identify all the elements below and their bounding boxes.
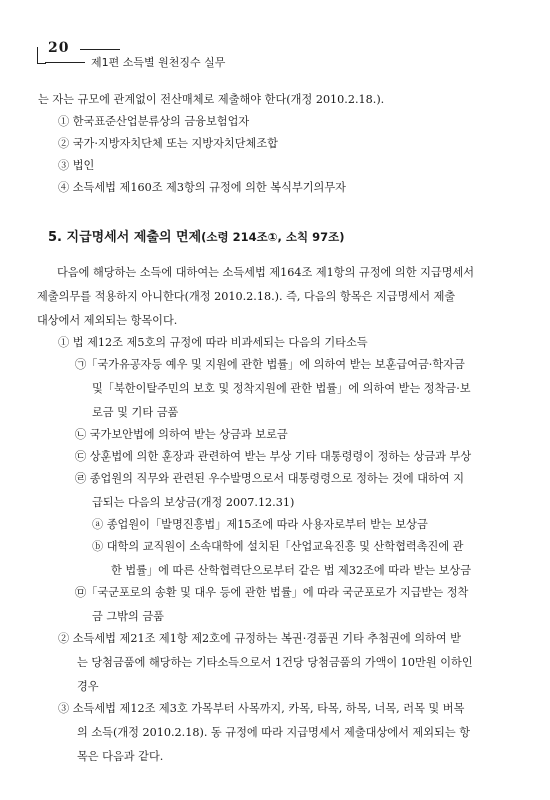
page-number: 20	[48, 40, 70, 56]
text-line: 로금 및 기타 금품	[92, 406, 179, 419]
text-line: 대상에서 제외되는 항목이다.	[37, 314, 178, 327]
text-line: 는 자는 규모에 관계없이 전산매체로 제출해야 한다(개정 2010.2.18.).	[38, 93, 385, 106]
text-line: ① 법 제12조 제5호의 규정에 따라 비과세되는 다음의 기타소득	[58, 336, 368, 349]
text-line: ③ 법인	[58, 159, 95, 172]
text-line: ③ 소득세법 제12조 제3호 가목부터 사목까지, 카목, 타목, 하목, 너목, 러목 및 버목	[58, 702, 465, 715]
text-line: 는 당첨금품에 해당하는 기타소득으로서 1건당 당첨금품의 가액이 10만원 이하인	[77, 656, 473, 669]
section-heading-main: 5. 지급명세서 제출의 면제	[48, 230, 202, 245]
header-rule-bottom	[45, 62, 85, 63]
text-line: ② 국가·지방자치단체 또는 지방자치단체조합	[58, 137, 278, 150]
section-heading-reference: (소령 214조①, 소칙 97조)	[201, 230, 345, 244]
text-line: 의 소득(개정 2010.2.18). 동 규정에 따라 지급명세서 제출대상에서 제외되는 항	[77, 726, 471, 739]
header-rule-top	[80, 49, 120, 50]
text-line: 다음에 해당하는 소득에 대하여는 소득세법 제164조 제1항의 규정에 의한 지급명세서	[57, 266, 475, 279]
running-title: 제1편 소득별 원천징수 실무	[91, 56, 226, 69]
text-line: ② 소득세법 제21조 제1항 제2호에 규정하는 복권·경품권 기타 추첨권에 의하여 받	[58, 632, 461, 645]
text-line: ㉠「국가유공자등 예우 및 지원에 관한 법률」에 의하여 받는 보훈급여금·학자금	[75, 358, 465, 371]
text-line: 금 그밖의 금품	[92, 610, 164, 623]
text-line: ① 한국표준산업분류상의 금융보험업자	[58, 115, 250, 128]
text-line: ㉡ 국가보안법에 의하여 받는 상금과 보로금	[75, 428, 288, 441]
text-line: ㉣ 종업원의 직무와 관련된 우수발명으로서 대통령령으로 정하는 것에 대하여 지	[75, 472, 465, 485]
text-line: 한 법률」에 따른 산학협력단으로부터 같은 법 제32조에 따라 받는 보상금	[111, 564, 472, 577]
text-line: 및「북한이탈주민의 보호 및 정착지원에 관한 법률」에 의하여 받는 정착금·보	[92, 382, 471, 395]
text-line: ④ 소득세법 제160조 제3항의 규정에 의한 복식부기의무자	[58, 181, 346, 194]
text-line: ㉢ 상훈법에 의한 훈장과 관련하여 받는 부상 기타 대통령령이 정하는 상금과 부상	[75, 450, 472, 463]
text-line: ⓐ 종업원이「발명진흥법」제15조에 따라 사용자로부터 받는 보상금	[92, 518, 428, 531]
text-line: ⓑ 대학의 교직원이 소속대학에 설치된「산업교육진흥 및 산학협력촉진에 관	[92, 540, 464, 553]
text-line: 목은 다음과 같다.	[77, 750, 164, 763]
section-heading	[48, 226, 344, 245]
text-line: 제출의무를 적용하지 아니한다(개정 2010.2.18.). 즉, 다음의 항목은 지급명세서 제출	[37, 290, 456, 303]
text-line: 경우	[77, 680, 99, 693]
text-line: ㉤「국군포로의 송환 및 대우 등에 관한 법률」에 따라 국군포로가 지급받는 정착	[75, 586, 469, 599]
text-line: 급되는 다음의 보상금(개정 2007.12.31)	[92, 496, 295, 509]
